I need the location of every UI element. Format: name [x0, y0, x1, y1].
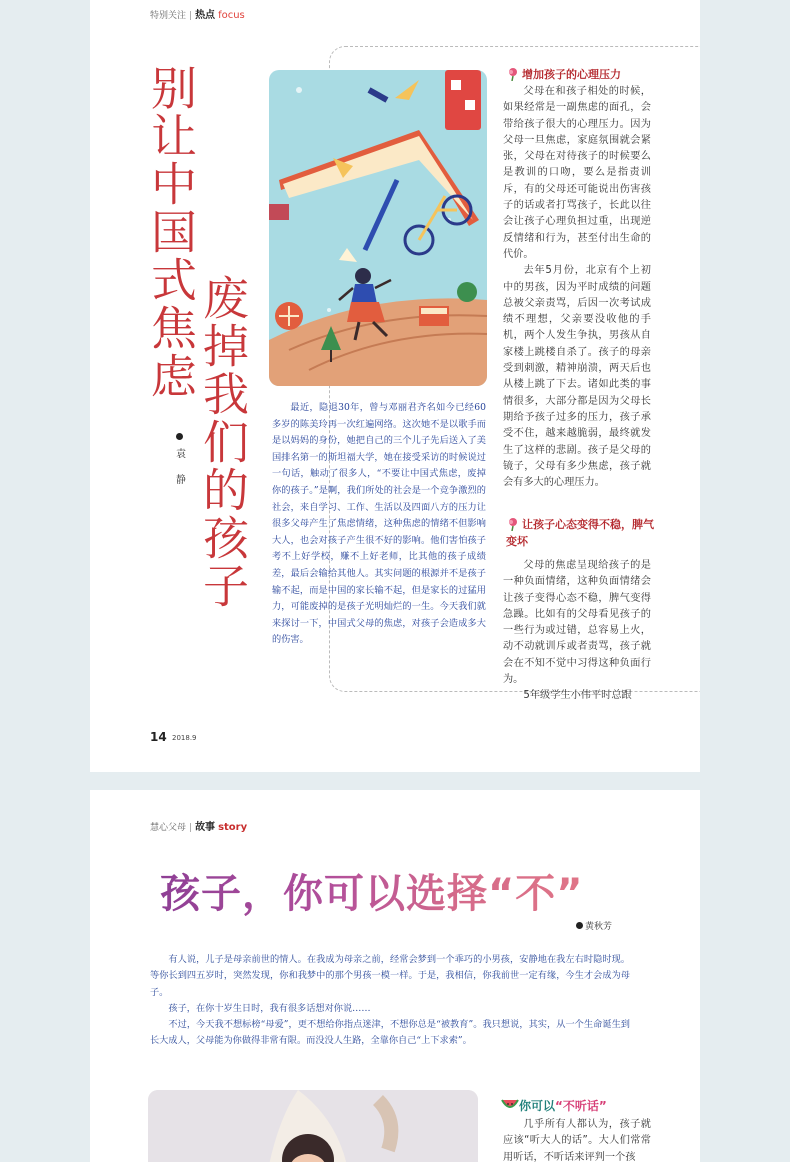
- column-3: [503, 1117, 651, 1162]
- paragraph: 父母的焦虑呈现给孩子的是一种负面情绪，这种负面情绪会让孩子变得心态不稳，脾气变得急躁。比如有的父母看见孩子的一些行为或过错，总容易上火，动不动就训斥或者责骂，孩子就会在不知不觉中习得这种负面行为。: [503, 560, 651, 686]
- page-date: 2018.9: [172, 734, 197, 742]
- header-separator: |: [189, 823, 193, 833]
- subheading-3-prefix: 你可以: [519, 1099, 556, 1113]
- header-en: focus: [218, 10, 245, 21]
- header-en: story: [218, 822, 248, 833]
- paragraph: 有人说，儿子是母亲前世的情人。在我成为母亲之前，经常会梦到一个乖巧的小男孩，安静地在我左右时隐时现。等你长到四五岁时，突然发现，你和我梦中的那个男孩一模一样。于是，我相信，你我前世一定有缘，今生才会成为母子。: [150, 954, 630, 998]
- flower-icon: [506, 67, 520, 81]
- article-intro: 最近，隐退30年，曾与邓丽君齐名如今已经60多岁的陈美玲再一次红遍网络。这次她不是以歌手而是以妈妈的身份，她把自己的三个儿子先后送入了美国排名第一的斯坦福大学，她在接受采访的时候说过一句话，触动了很多人，“不要让中国式焦虑，废掉你的孩子。”是啊，我们所处的社会是一个竞争激烈的社会，来自学习、工作、生活以及四面八方的压力让很多父母产生了焦虑情绪，这种焦虑的情绪不但影响大人，也会对孩子产生很不好的影响。他们害怕孩子考不上好学校，赚不上好老师，比其他的孩子成绩差，最后会输给其他人。其实问题的根源并不是孩子输不起，而是中国的家长输不起，但是家长的过猛用力，可能废掉的是孩子光明灿烂的一生。今天我们就来探讨一下，中国式父母的焦虑，对孩子会造成多大的伤害。: [272, 402, 486, 646]
- story-intro: [150, 952, 630, 1050]
- article-title-line-2: 废掉我们的孩子: [196, 274, 250, 610]
- story-title: 孩子，你可以选择“不”: [160, 862, 584, 919]
- subheading-3-quote: “不听话”: [555, 1099, 607, 1113]
- magazine-page-story: [90, 790, 700, 1162]
- header-label: 热点: [195, 10, 216, 21]
- paragraph: 不过，今天我不想标榜“母爱”，更不想给你指点迷津，不想你总是“被教育”。我只想说，其实，从一个生命诞生到长大成人，父母能为你做得非常有限。而没没人生路，全靠你自己“上下求索”。: [150, 1019, 630, 1047]
- subheading-2-text: 让孩子心态变得不稳，脾气变坏: [506, 518, 654, 548]
- column-2: [503, 558, 651, 705]
- page-header: [150, 818, 247, 833]
- bullet-icon: [176, 433, 183, 440]
- story-author: [576, 919, 612, 932]
- subheading-1: [506, 66, 621, 83]
- paragraph: 孩子，在你十岁生日时，我有很多话想对你说……: [168, 1002, 371, 1014]
- subheading-1-text: 增加孩子的心理压力: [522, 68, 621, 81]
- column-1: [503, 84, 651, 491]
- page-number: 14: [150, 730, 167, 744]
- author-name: 袁 静: [176, 449, 186, 486]
- flower-icon: [506, 517, 520, 531]
- subheading-3: [501, 1097, 607, 1114]
- bullet-icon: [576, 922, 583, 929]
- article-illustration: [269, 70, 487, 386]
- paragraph: 5年级学生小伟平时总跟: [523, 690, 632, 702]
- header-separator: |: [189, 11, 193, 21]
- article-title-line-1: 别让中国式焦虑: [144, 64, 198, 400]
- watermelon-icon: [501, 1098, 519, 1112]
- header-label: 故事: [195, 822, 216, 833]
- story-photo: [148, 1090, 478, 1162]
- page-header: [150, 6, 245, 21]
- paragraph: 去年5月份，北京有个上初中的男孩，因为平时成绩的问题总被父亲责骂，后因一次考试成绩不理想，父亲要没收他的手机，两个人发生争执，男孩从自家楼上跳楼自杀了。孩子的母亲受到刺激，精神崩溃，两天后也从楼上跳了下去。诸如此类的事情很多，大部分都是因为父母长期给予孩子过多的压力，孩子承受不住，越来越脆弱，最终就发生了这样的悲剧。孩子是父母的镜子，父母有多少焦虑，孩子就会有多大的心理压力。: [503, 265, 651, 489]
- article-author: [176, 432, 186, 486]
- header-section: 特别关注: [150, 11, 187, 21]
- paragraph: 几乎所有人都认为，孩子就应该“听大人的话”。大人们常常用听话，不听话来评判一个孩: [503, 1119, 651, 1162]
- paragraph: 父母在和孩子相处的时候，如果经常是一副焦虑的面孔，会带给孩子很大的心理压力。因为父母一旦焦虑，家庭氛围就会紧张，父母在对待孩子的时候要么是教训的口吻，要么是指责训斥，有的父母还可能说出伤害孩子的话或者打骂孩子，长此以往会让孩子心理负担过重，出现逆反情绪和行为，甚至付出生命的代价。: [503, 86, 651, 260]
- author-name: 黄秋芳: [585, 922, 613, 932]
- subheading-2: [506, 516, 656, 550]
- magazine-page-14: [90, 0, 700, 772]
- header-section: 慧心父母: [150, 823, 187, 833]
